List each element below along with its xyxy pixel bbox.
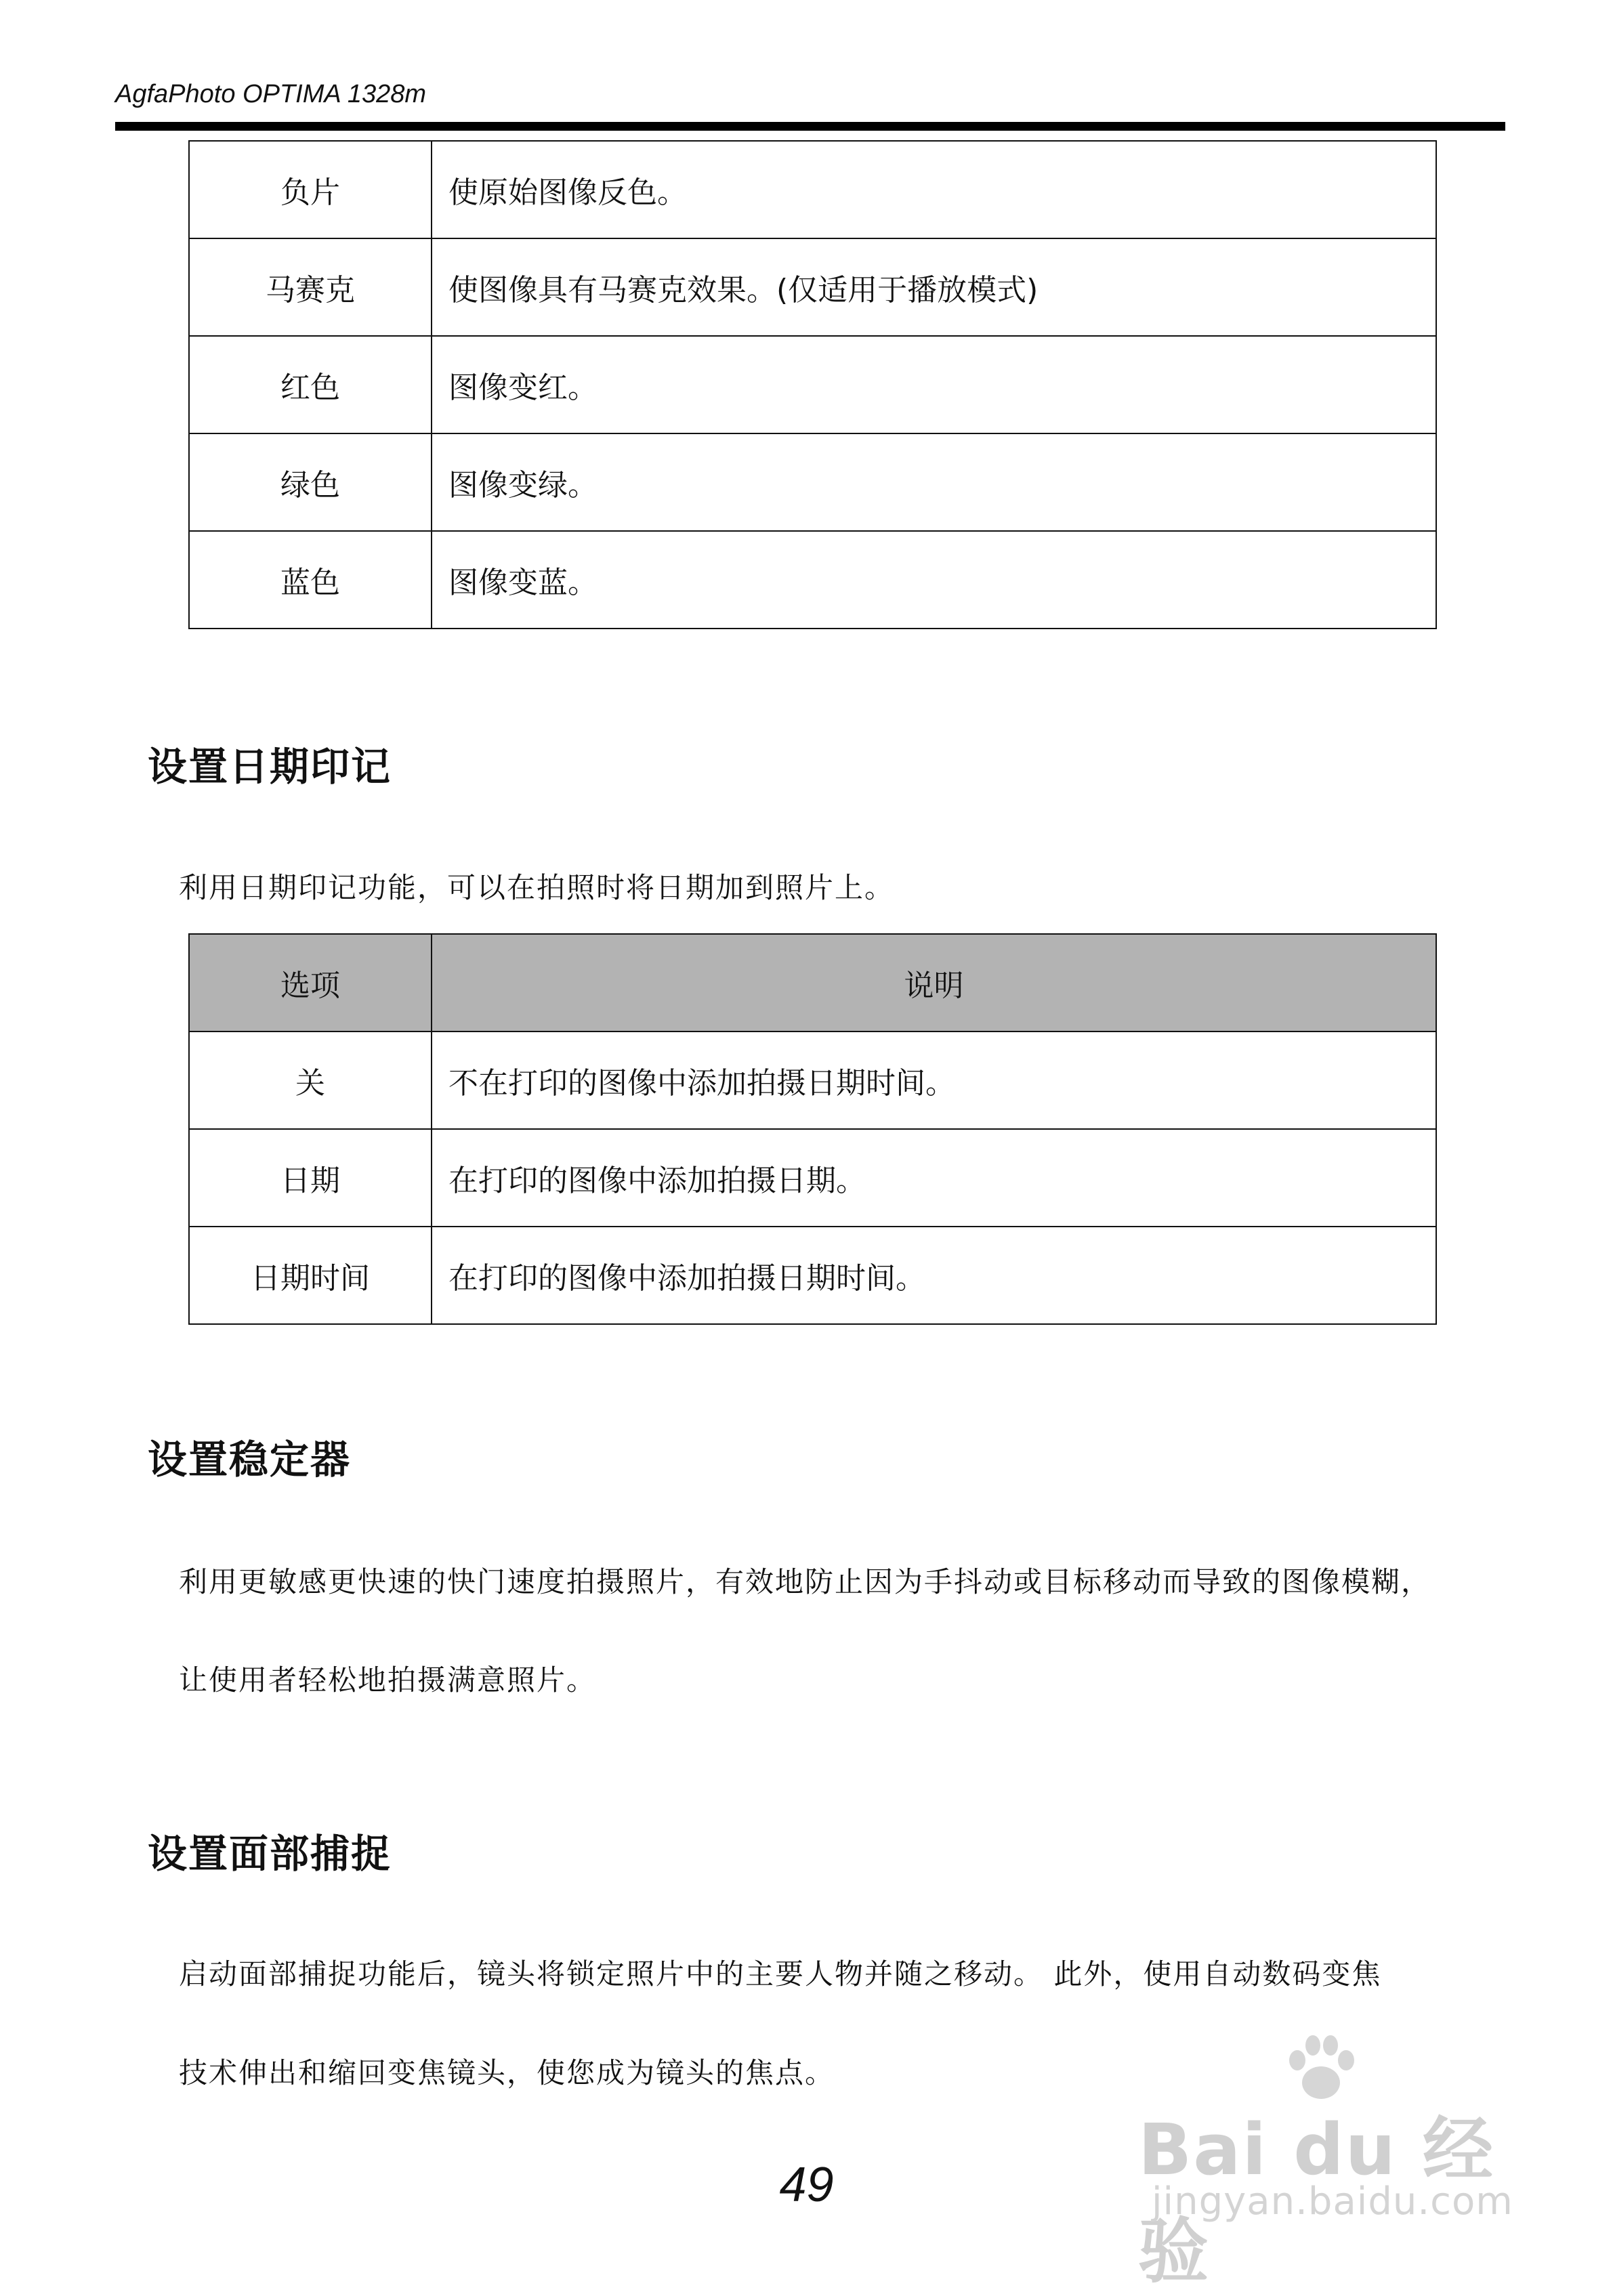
watermark-url: jingyan.baidu.com bbox=[1152, 2180, 1513, 2224]
table-row bbox=[189, 1032, 1436, 1129]
description-cell: 使原始图像反色。 bbox=[432, 141, 1436, 238]
description-cell: 在打印的图像中添加拍摄日期时间。 bbox=[432, 1227, 1436, 1324]
description-cell: 不在打印的图像中添加拍摄日期时间。 bbox=[432, 1032, 1436, 1129]
header-rule bbox=[115, 122, 1505, 131]
face-capture-paragraph-line-1: 启动面部捕捉功能后，镜头将锁定照片中的主要人物并随之移动。 此外，使用自动数码变焦 bbox=[179, 1957, 1382, 1991]
description-cell: 图像变红。 bbox=[432, 336, 1436, 433]
date-stamp-intro: 利用日期印记功能，可以在拍照时将日期加到照片上。 bbox=[179, 871, 895, 904]
watermark bbox=[1138, 2032, 1517, 2293]
stabilizer-paragraph-line-1: 利用更敏感更快速的快门速度拍摄照片，有效地防止因为手抖动或目标移动而导致的图像模糊， bbox=[179, 1565, 1431, 1598]
column-header-option: 选项 bbox=[189, 934, 432, 1032]
column-header-description: 说明 bbox=[432, 934, 1436, 1032]
option-cell: 日期时间 bbox=[189, 1227, 432, 1324]
face-capture-heading: 设置面部捕捉 bbox=[148, 1831, 392, 1877]
table-row bbox=[189, 238, 1436, 336]
stabilizer-paragraph-line-2: 让使用者轻松地拍摄满意照片。 bbox=[179, 1663, 597, 1697]
description-cell: 图像变蓝。 bbox=[432, 531, 1436, 629]
date-stamp-table bbox=[188, 933, 1437, 1325]
option-cell: 日期 bbox=[189, 1129, 432, 1227]
watermark-brand: Bai du 经验 bbox=[1138, 2108, 1494, 2293]
date-stamp-heading: 设置日期印记 bbox=[148, 744, 392, 790]
option-cell: 关 bbox=[189, 1032, 432, 1129]
option-cell: 绿色 bbox=[189, 433, 432, 531]
table-row bbox=[189, 1227, 1436, 1324]
description-cell: 使图像具有马赛克效果。(仅适用于播放模式) bbox=[432, 238, 1436, 336]
table-row bbox=[189, 433, 1436, 531]
option-cell: 负片 bbox=[189, 141, 432, 238]
description-cell: 图像变绿。 bbox=[432, 433, 1436, 531]
effect-options-table bbox=[188, 140, 1437, 629]
table-row bbox=[189, 336, 1436, 433]
option-cell: 蓝色 bbox=[189, 531, 432, 629]
description-cell: 在打印的图像中添加拍摄日期。 bbox=[432, 1129, 1436, 1227]
table-row bbox=[189, 531, 1436, 629]
option-cell: 马赛克 bbox=[189, 238, 432, 336]
document-header-title: AgfaPhoto OPTIMA 1328m bbox=[115, 80, 427, 108]
page-number: 49 bbox=[779, 2158, 834, 2212]
table-row bbox=[189, 141, 1436, 238]
option-cell: 红色 bbox=[189, 336, 432, 433]
table-header-row bbox=[189, 934, 1436, 1032]
stabilizer-heading: 设置稳定器 bbox=[148, 1437, 352, 1483]
face-capture-paragraph-line-2: 技术伸出和缩回变焦镜头，使您成为镜头的焦点。 bbox=[179, 2056, 835, 2089]
table-row bbox=[189, 1129, 1436, 1227]
